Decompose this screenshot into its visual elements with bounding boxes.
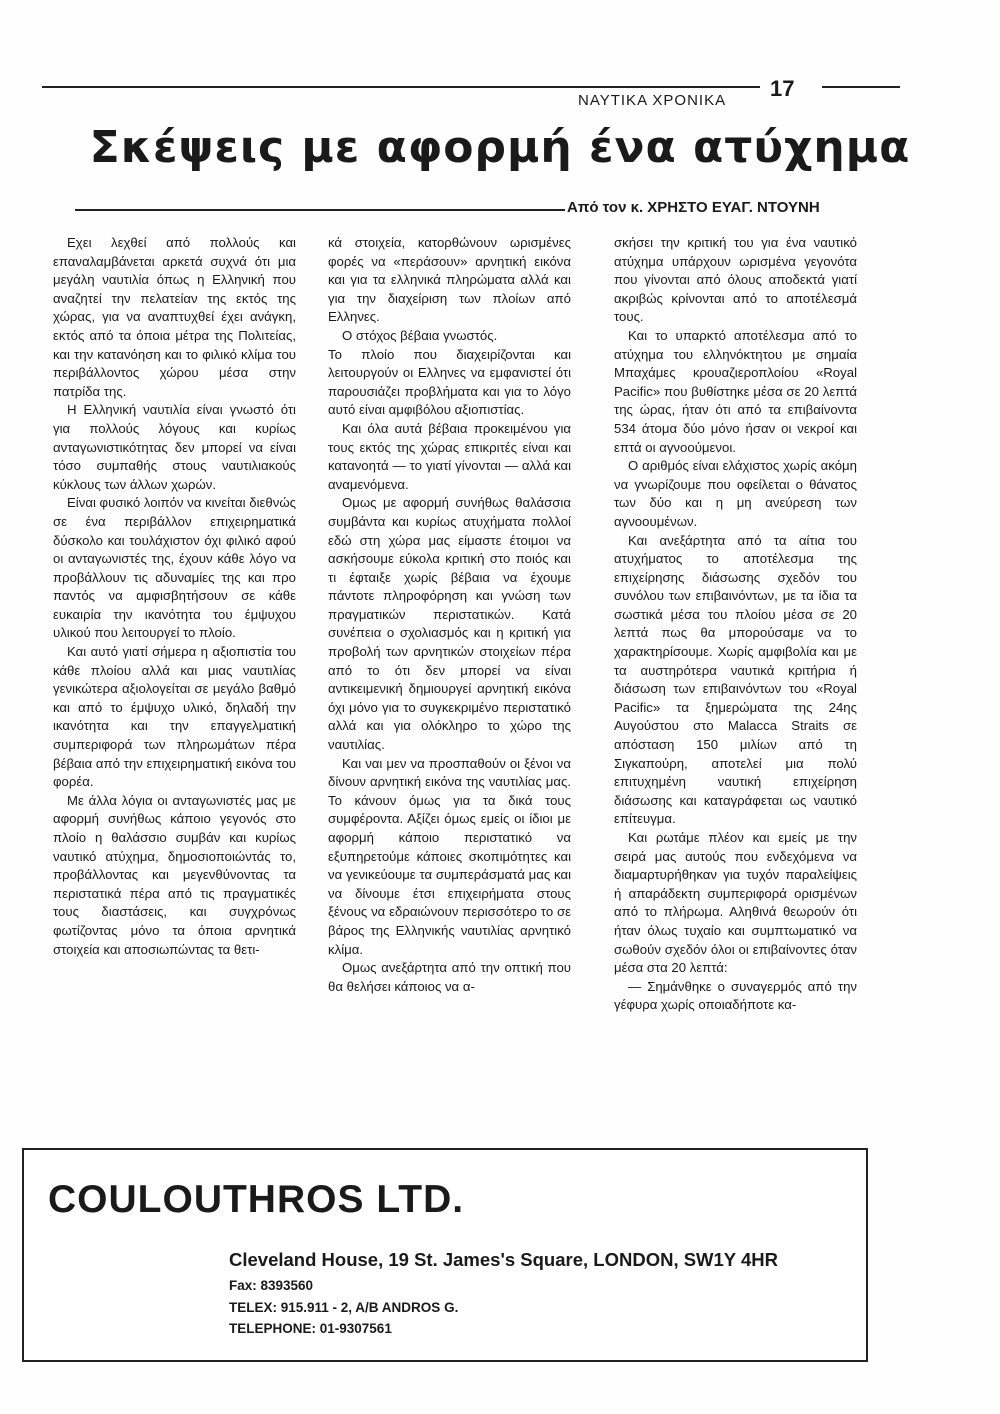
paragraph: Και όλα αυτά βέβαια προκειμένου για τους εκτός της χώρας επικριτές είναι και κατανοητά — το γιατί γίνονται — αλλά και αναμενόμενα. bbox=[328, 420, 571, 492]
paragraph: Και ρωτάμε πλέον και εμείς με την σειρά μας αυτούς που ενδεχόμενα να διαμαρτυρήθηκαν για τυχόν παραλείψεις ή απαράδεκτη συμπεριφορά ορισμένων από το πλήρωμα. Αληθινά θεωρούν ότι ήταν όλως τυχαίο και συμπτωματικό να σωθούν σχεδόν όλοι οι επιβαίνοντες όταν μέσα στα 20 λεπτά: bbox=[614, 830, 857, 976]
header-rule-left bbox=[42, 86, 760, 88]
paragraph: Η Ελληνική ναυτιλία είναι γνωστό ότι για πολλούς λόγους και κυρίως ανταγωνιστικότητας δεν μπορεί να είναι τόσο συμπαθής στους ναυτιλιακούς κύκλους των άλλων χωρών. bbox=[53, 402, 296, 492]
article-title: Σκέψεις με αφορμή ένα ατύχημα bbox=[89, 122, 911, 173]
ad-telex: TELEX: 915.911 - 2, A/B ANDROS G. bbox=[229, 1300, 459, 1315]
paragraph: κά στοιχεία, κατορθώνουν ωρισμένες φορές να «περάσουν» αρνητική εικόνα και για τα ελληνικά πληρώματα αλλά και για την διαχείριση των πλοίων από Ελληνες. bbox=[328, 235, 571, 325]
paragraph: — Σημάνθηκε ο συναγερμός από την γέφυρα χωρίς οποιαδήποτε κα- bbox=[614, 978, 857, 1013]
ad-telephone: TELEPHONE: 01-9307561 bbox=[229, 1321, 392, 1336]
header-rule-right bbox=[822, 86, 900, 88]
article-column-2 bbox=[328, 234, 571, 996]
ad-fax: Fax: 8393560 bbox=[229, 1278, 314, 1293]
article-column-3 bbox=[614, 234, 857, 1015]
paragraph: Ομως ανεξάρτητα από την οπτική που θα θελήσει κάποιος να α- bbox=[328, 960, 571, 994]
paragraph: Το πλοίο που διαχειρίζονται και λειτουργούν οι Ελληνες να εμφανιστεί ότι παρουσιάζει προβλήματα και για το λόγο αυτό είναι αμφιβόλου αξιοπιστίας. bbox=[328, 346, 571, 418]
article-column-1 bbox=[53, 234, 296, 959]
paragraph: Και ναι μεν να προσπαθούν οι ξένοι να δίνουν αρνητική εικόνα της ναυτιλίας μας. Το κάνουν όμως για τα δικά τους συμφέροντα. Αξίζει όμως εμείς οι ίδιοι με αφορμή κάποιο περιστατικό να εξυπηρετούμε κάποιες σκοπιμότητες και να γενικεύουμε τα συμπεράσματά μας και να δίνουμε έτσι επιχειρήματα στους ξένους να εδραιώνουν περισσότερο το σε βάρος της Ελληνικής ναυτιλίας αρνητικό κλίμα. bbox=[328, 755, 571, 957]
magazine-name: ΝΑΥΤΙΚΑ ΧΡΟΝΙΚΑ bbox=[578, 92, 727, 109]
paragraph: Και το υπαρκτό αποτέλεσμα από το ατύχημα του ελληνόκτητου με σημαία Μπαχάμες κρουαζιεροπλοίου «Royal Pacific» που βυθίστηκε μέσα σε 20 λεπτά της ώρας, ήταν ότι από τα επιβαίνοντα 534 άτομα δύο μόνο ήσαν οι νεκροί και επτά οι αγνοούμενοι. bbox=[614, 327, 857, 455]
advertisement-box bbox=[22, 1148, 868, 1362]
page-number: 17 bbox=[770, 76, 795, 101]
paragraph: Με άλλα λόγια οι ανταγωνιστές μας με αφορμή συνήθως κάποιο γεγονός στο πλοίο η θαλάσσιο συμβάν και κυρίως ναυτικό ατύχημα, δημοσιοποιώντάς το, προβάλλοντας και μεγενθύνοντας τα περιστατικά πέρα από τις πραγματικές τους διαστάσεις, και συγχρόνως φωτίζοντας μόνο τα όποια αρνητικά στοιχεία και αποσιωπώντας τα θετι- bbox=[53, 792, 296, 957]
ad-address: Cleveland House, 19 St. James's Square, LONDON, SW1Y 4HR bbox=[229, 1249, 778, 1270]
byline-rule bbox=[75, 209, 565, 211]
paragraph: Και αυτό γιατί σήμερα η αξιοπιστία του κάθε πλοίου αλλά και μιας ναυτιλίας γενικώτερα αξιολογείται σε μεγάλο βαθμό και από το έμψυχο υλικό, δηλαδή την ικανότητα και την επαγγελματική συμπεριφορά των πληρωμάτων πέρα βέβαια από την επιχειρηματική εικόνα του φορέα. bbox=[53, 644, 296, 790]
article-byline: Από τον κ. ΧΡΗΣΤΟ ΕΥΑΓ. ΝΤΟΥΝΗ bbox=[567, 199, 820, 216]
paragraph: Είναι φυσικό λοιπόν να κινείται διεθνώς σε ένα περιβάλλον επιχειρηματικά δύσκολο και τουλάχιστον όχι φιλικό αφού οι ανταγωνιστές της, έχουν κάθε λόγο να προβάλλουν τις αδυναμίες της και προ παντός να αμφισβητήσουν σε κάθε ευκαιρία την ικανότητα του έμψυχου υλικού που λειτουργεί το πλοίο. bbox=[53, 495, 296, 641]
paragraph: Και ανεξάρτητα από τα αίτια του ατυχήματος το αποτέλεσμα της επιχείρησης διάσωσης σχεδόν του συνόλου των επιβαινόντων, με τα ίδια τα σωστικά μέσα του πλοίου μέσα σε 20 λεπτά πως θα μπορούσαμε να το χαρακτηρίσουμε. Χωρίς αμφιβολία και με τα αυστηρότερα ναυτικά κριτήρια ή διάσωση των επιβαινόντων του «Royal Pacific» τα ξημερώματα της 24ης Αυγούστου στο Malacca Straits σε απόσταση 150 μιλίων από τη Σιγκαπούρη, αποτελεί μια πολύ επιτυχημένη ναυτική επιχείρηση διάσωσης και καταγράφεται ως ναυτικό επίτευγμα. bbox=[614, 532, 857, 827]
paragraph: Εχει λεχθεί από πολλούς και επαναλαμβάνεται αρκετά συχνά ότι μια μεγάλη ναυτιλία όπως η Ελληνική που αναζητεί την πελατείαν της εκτός της χώρας, για να αναπτυχθεί έχει ανάγκη, εκτός από τα όποια μέτρα της Πολιτείας, και την κατανόηση και το φιλικό κλίμα του περιβάλλοντος χώρου μέσα στην πατρίδα της. bbox=[53, 235, 296, 399]
paragraph: σκήσει την κριτική του για ένα ναυτικό ατύχημα υπάρχουν ωρισμένα γεγονότα που γίνονται από όλους αποδεκτά γιατί ακριβώς κρίνονται από το αποτέλεσμά τους. bbox=[614, 235, 857, 325]
paragraph: Ομως με αφορμή συνήθως θαλάσσια συμβάντα και κυρίως ατυχήματα πολλοί εδώ στη χώρα μας είμαστε έτοιμοι να ασκήσουμε εύκολα κριτική στο ποιός και τι έφταιξε χωρίς βέβαια να έχουμε πάντοτε πληροφόρηση και γνώση των πραγματικών περιστατικών. Κατά συνέπεια ο σχολιασμός και η κριτική για προβολή των αρνητικών στοιχείων πέρα από το ότι δεν μπορεί να είναι αντικειμενική δημιουργεί αρνητική εικόνα όχι μόνο για το συγκεκριμένο περιστατικό αλλά και για ολόκληρο το χώρο της ναυτιλίας. bbox=[328, 495, 571, 753]
paragraph: Ο στόχος βέβαια γνωστός. bbox=[342, 327, 498, 343]
ad-company-name: COULOUTHROS LTD. bbox=[48, 1178, 465, 1221]
paragraph: Ο αριθμός είναι ελάχιστος χωρίς ακόμη να γνωρίζουμε που οφείλεται ο θάνατος των δύο και η μη ανεύρεση των αγνοουμένων. bbox=[614, 458, 857, 529]
